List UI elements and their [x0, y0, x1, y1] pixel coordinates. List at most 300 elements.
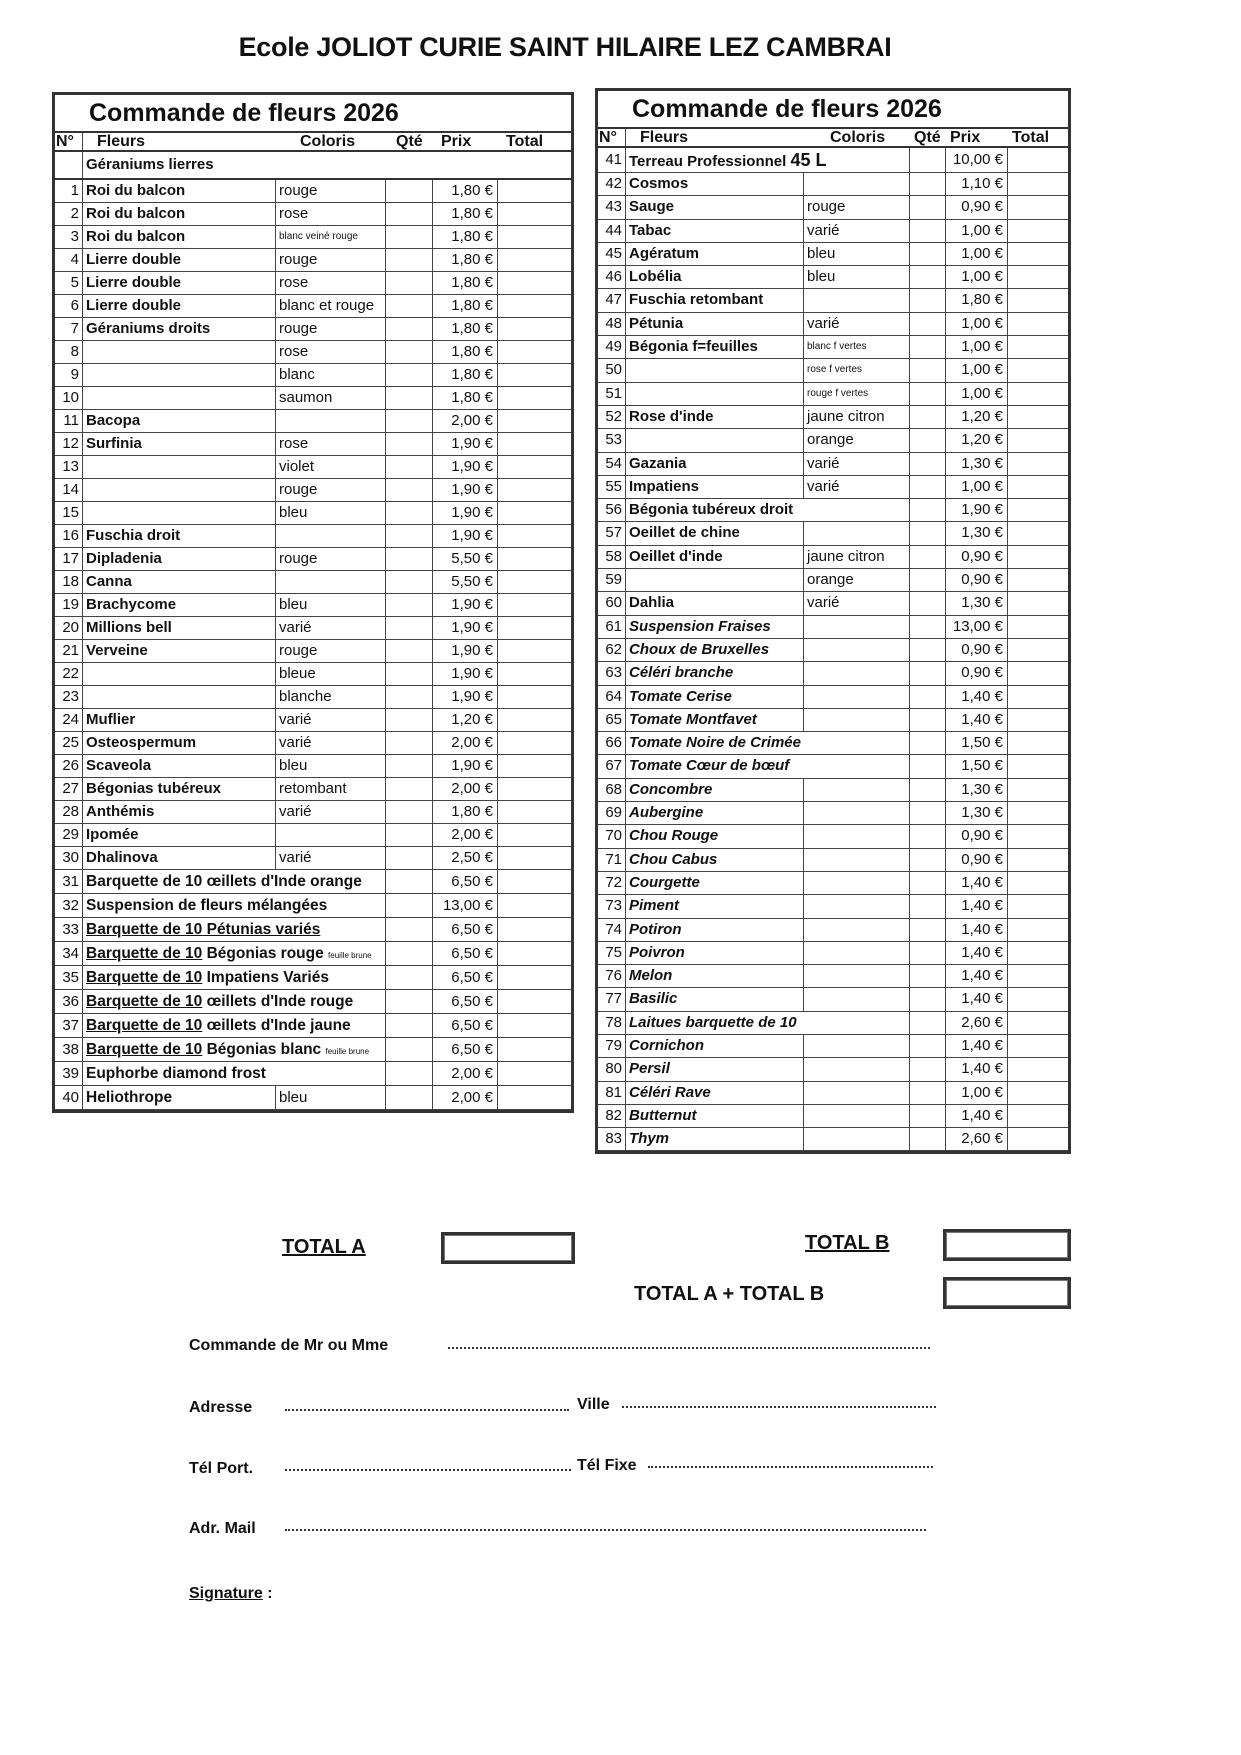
qty-input[interactable] — [386, 295, 433, 317]
total-input[interactable] — [498, 341, 565, 363]
total-input[interactable] — [498, 918, 565, 941]
total-input[interactable] — [1008, 383, 1062, 405]
qty-input[interactable] — [910, 965, 946, 987]
qty-input[interactable] — [910, 313, 946, 335]
total-input[interactable] — [498, 801, 565, 823]
total-input[interactable] — [1008, 755, 1062, 777]
row-color — [276, 824, 386, 846]
row-name: Roi du balcon — [83, 226, 276, 248]
total-input[interactable] — [1008, 1128, 1062, 1150]
row-color: rose — [276, 272, 386, 294]
total-a-box[interactable] — [441, 1232, 575, 1264]
row-num: 9 — [55, 364, 83, 386]
total-input[interactable] — [1008, 639, 1062, 661]
total-input[interactable] — [1008, 965, 1062, 987]
qty-input[interactable] — [910, 942, 946, 964]
qty-input[interactable] — [386, 870, 433, 893]
qty-input[interactable] — [910, 1058, 946, 1080]
row-color — [276, 410, 386, 432]
total-input[interactable] — [498, 824, 565, 846]
row-price: 0,90 € — [946, 196, 1008, 218]
row-num: 41 — [598, 148, 626, 172]
total-input[interactable] — [1008, 686, 1062, 708]
row-num: 6 — [55, 295, 83, 317]
qty-input[interactable] — [910, 196, 946, 218]
row-name: Sauge — [626, 196, 804, 218]
row-price: 1,40 € — [946, 709, 1008, 731]
qty-input[interactable] — [910, 1128, 946, 1150]
qty-input[interactable] — [386, 686, 433, 708]
row-color — [804, 965, 910, 987]
qty-input[interactable] — [386, 1014, 433, 1037]
qty-input[interactable] — [910, 383, 946, 405]
row-name: Muflier — [83, 709, 276, 731]
table-row — [55, 249, 571, 272]
qty-input[interactable] — [386, 755, 433, 777]
table-row — [598, 825, 1068, 848]
row-num: 70 — [598, 825, 626, 847]
adresse-field[interactable] — [285, 1408, 569, 1411]
row-num: 59 — [598, 569, 626, 591]
row-price: 1,20 € — [946, 406, 1008, 428]
total-input[interactable] — [1008, 453, 1062, 475]
row-num: 58 — [598, 546, 626, 568]
table-row — [55, 502, 571, 525]
row-color: rouge — [276, 548, 386, 570]
qty-input[interactable] — [386, 594, 433, 616]
qty-input[interactable] — [386, 525, 433, 547]
row-name: Lierre double — [83, 295, 276, 317]
row-color — [804, 942, 910, 964]
row-name — [83, 1014, 386, 1037]
total-input[interactable] — [1008, 616, 1062, 638]
table-row — [55, 295, 571, 318]
row-name-prefix: Barquette de 10 — [86, 993, 203, 1010]
qty-input[interactable] — [910, 988, 946, 1010]
row-color: varié — [804, 313, 910, 335]
qty-input[interactable] — [910, 406, 946, 428]
total-input[interactable] — [1008, 732, 1062, 754]
qty-input[interactable] — [386, 548, 433, 570]
row-name: Cosmos — [626, 173, 804, 195]
qty-input[interactable] — [386, 387, 433, 409]
qty-input[interactable] — [386, 433, 433, 455]
qty-input[interactable] — [386, 203, 433, 225]
qty-input[interactable] — [386, 894, 433, 917]
row-name: Chou Cabus — [626, 849, 804, 871]
table-row — [598, 779, 1068, 802]
total-input[interactable] — [1008, 289, 1062, 311]
row-num: 44 — [598, 220, 626, 242]
row-color: varié — [276, 709, 386, 731]
qty-input[interactable] — [386, 318, 433, 340]
qty-input[interactable] — [910, 266, 946, 288]
row-name: Lierre double — [83, 272, 276, 294]
row-num: 49 — [598, 336, 626, 358]
row-price: 1,40 € — [946, 1105, 1008, 1127]
row-price: 13,00 € — [946, 616, 1008, 638]
row-color — [804, 1128, 910, 1150]
table-row — [598, 1128, 1068, 1151]
table-row — [55, 410, 571, 433]
total-input[interactable] — [1008, 429, 1062, 451]
row-num: 21 — [55, 640, 83, 662]
tel-port-field[interactable] — [285, 1468, 571, 1471]
total-input[interactable] — [498, 410, 565, 432]
total-input[interactable] — [498, 180, 565, 202]
qty-input[interactable] — [386, 249, 433, 271]
row-price: 6,50 € — [433, 870, 498, 893]
qty-input[interactable] — [910, 220, 946, 242]
qty-input[interactable] — [386, 1062, 433, 1085]
row-num: 34 — [55, 942, 83, 965]
qty-input[interactable] — [910, 499, 946, 521]
row-name: Courgette — [626, 872, 804, 894]
qty-input[interactable] — [910, 662, 946, 684]
row-name — [83, 942, 386, 965]
total-input[interactable] — [498, 709, 565, 731]
qty-input[interactable] — [910, 429, 946, 451]
qty-input[interactable] — [386, 571, 433, 593]
total-input[interactable] — [1008, 942, 1062, 964]
total-input[interactable] — [498, 966, 565, 989]
row-price: 1,90 € — [433, 433, 498, 455]
row-name — [83, 364, 276, 386]
row-num: 55 — [598, 476, 626, 498]
row-price: 1,30 € — [946, 522, 1008, 544]
row-name: Lobélia — [626, 266, 804, 288]
total-input[interactable] — [1008, 895, 1062, 917]
total-ab-box[interactable] — [943, 1277, 1071, 1309]
qty-input[interactable] — [386, 272, 433, 294]
total-input[interactable] — [498, 548, 565, 570]
total-input[interactable] — [498, 203, 565, 225]
qty-input[interactable] — [910, 592, 946, 614]
total-input[interactable] — [1008, 522, 1062, 544]
total-input[interactable] — [1008, 1035, 1062, 1057]
row-color — [804, 289, 910, 311]
mail-field[interactable] — [285, 1528, 926, 1531]
table-row — [598, 196, 1068, 219]
qty-input[interactable] — [386, 1086, 433, 1109]
total-input[interactable] — [1008, 1058, 1062, 1080]
qty-input[interactable] — [910, 359, 946, 381]
qty-input[interactable] — [910, 1012, 946, 1034]
qty-input[interactable] — [910, 732, 946, 754]
total-input[interactable] — [1008, 313, 1062, 335]
row-num: 13 — [55, 456, 83, 478]
table-row — [55, 272, 571, 295]
total-input[interactable] — [498, 318, 565, 340]
total-input[interactable] — [498, 732, 565, 754]
row-name: Cornichon — [626, 1035, 804, 1057]
tel-port-label: Tél Port. — [189, 1460, 254, 1477]
qty-input[interactable] — [386, 479, 433, 501]
header-qte: Qté — [396, 133, 423, 150]
total-input[interactable] — [1008, 662, 1062, 684]
total-input[interactable] — [1008, 988, 1062, 1010]
row-color: varié — [276, 847, 386, 869]
qty-input[interactable] — [386, 226, 433, 248]
row-name — [83, 387, 276, 409]
qty-input[interactable] — [910, 569, 946, 591]
total-input[interactable] — [498, 295, 565, 317]
total-input[interactable] — [1008, 336, 1062, 358]
section-row — [55, 152, 571, 180]
table-row — [55, 801, 571, 824]
row-name-text: œillets d'Inde rouge — [202, 993, 354, 1010]
total-input[interactable] — [498, 387, 565, 409]
row-name: Dahlia — [626, 592, 804, 614]
row-name — [83, 1086, 276, 1109]
row-price: 1,80 € — [433, 801, 498, 823]
total-input[interactable] — [498, 364, 565, 386]
table-row — [598, 1035, 1068, 1058]
qty-input[interactable] — [386, 801, 433, 823]
total-input[interactable] — [1008, 802, 1062, 824]
row-price: 1,10 € — [946, 173, 1008, 195]
qty-input[interactable] — [910, 476, 946, 498]
table-row — [598, 872, 1068, 895]
row-num: 28 — [55, 801, 83, 823]
total-input[interactable] — [1008, 709, 1062, 731]
qty-input[interactable] — [910, 289, 946, 311]
total-input[interactable] — [1008, 196, 1062, 218]
total-input[interactable] — [498, 525, 565, 547]
total-input[interactable] — [498, 1038, 565, 1061]
row-color — [804, 779, 910, 801]
row-name: Gazania — [626, 453, 804, 475]
total-input[interactable] — [1008, 499, 1062, 521]
total-input[interactable] — [1008, 266, 1062, 288]
total-input[interactable] — [498, 433, 565, 455]
table-row — [55, 318, 571, 341]
total-input[interactable] — [1008, 569, 1062, 591]
total-input[interactable] — [498, 640, 565, 662]
total-input[interactable] — [498, 1086, 565, 1109]
total-input[interactable] — [1008, 825, 1062, 847]
qty-input[interactable] — [910, 686, 946, 708]
qty-input[interactable] — [386, 918, 433, 941]
qty-input[interactable] — [386, 341, 433, 363]
qty-input[interactable] — [910, 872, 946, 894]
row-price: 1,80 € — [946, 289, 1008, 311]
qty-input[interactable] — [386, 364, 433, 386]
row-price: 1,00 € — [946, 476, 1008, 498]
qty-input[interactable] — [910, 243, 946, 265]
qty-input[interactable] — [386, 847, 433, 869]
row-name-text: Bégonias rouge — [202, 945, 329, 962]
row-price: 1,30 € — [946, 453, 1008, 475]
total-input[interactable] — [498, 942, 565, 965]
table-row — [598, 849, 1068, 872]
ville-label: Ville — [577, 1396, 610, 1413]
total-input[interactable] — [1008, 546, 1062, 568]
table-row — [598, 220, 1068, 243]
total-input[interactable] — [498, 249, 565, 271]
qty-input[interactable] — [386, 824, 433, 846]
row-name-text: Terreau Professionnel — [629, 153, 787, 170]
ville-field[interactable] — [622, 1405, 936, 1408]
total-input[interactable] — [1008, 919, 1062, 941]
qty-input[interactable] — [910, 173, 946, 195]
total-input[interactable] — [1008, 243, 1062, 265]
total-input[interactable] — [1008, 872, 1062, 894]
qty-input[interactable] — [910, 639, 946, 661]
total-input[interactable] — [498, 226, 565, 248]
qty-input[interactable] — [386, 778, 433, 800]
row-price: 2,00 € — [433, 824, 498, 846]
qty-input[interactable] — [910, 825, 946, 847]
total-input[interactable] — [1008, 406, 1062, 428]
row-name: Roi du balcon — [83, 203, 276, 225]
row-color: jaune citron — [804, 406, 910, 428]
qty-input[interactable] — [386, 640, 433, 662]
header-prix: Prix — [950, 129, 981, 146]
row-color: bleu — [276, 502, 386, 524]
total-input[interactable] — [1008, 1012, 1062, 1034]
qty-input[interactable] — [910, 919, 946, 941]
qty-input[interactable] — [910, 755, 946, 777]
row-price: 1,80 € — [433, 180, 498, 202]
total-input[interactable] — [1008, 779, 1062, 801]
qty-input[interactable] — [910, 336, 946, 358]
total-input[interactable] — [498, 686, 565, 708]
row-color — [804, 686, 910, 708]
total-input[interactable] — [1008, 359, 1062, 381]
qty-input[interactable] — [910, 546, 946, 568]
row-name: Brachycome — [83, 594, 276, 616]
qty-input[interactable] — [910, 709, 946, 731]
qty-input[interactable] — [386, 410, 433, 432]
qty-input[interactable] — [386, 990, 433, 1013]
order-table-right — [595, 88, 1071, 1154]
total-b-label: TOTAL B — [805, 1232, 890, 1254]
qty-input[interactable] — [386, 709, 433, 731]
total-input[interactable] — [498, 755, 565, 777]
total-input[interactable] — [1008, 1105, 1062, 1127]
row-name — [626, 383, 804, 405]
row-name-text: Euphorbe diamond frost — [86, 1065, 266, 1082]
total-input[interactable] — [498, 456, 565, 478]
row-num: 29 — [55, 824, 83, 846]
total-input[interactable] — [498, 571, 565, 593]
qty-input[interactable] — [910, 779, 946, 801]
row-color — [804, 802, 910, 824]
row-name-prefix: Barquette de 10 — [86, 945, 203, 962]
row-name-text: Barquette de 10 œillets d'Inde orange — [86, 873, 362, 890]
qty-input[interactable] — [910, 849, 946, 871]
total-input[interactable] — [1008, 173, 1062, 195]
table-row — [55, 525, 571, 548]
total-input[interactable] — [1008, 148, 1062, 172]
total-input[interactable] — [1008, 476, 1062, 498]
row-name-prefix: Barquette de 10 — [86, 921, 203, 938]
total-input[interactable] — [498, 617, 565, 639]
qty-input[interactable] — [386, 966, 433, 989]
qty-input[interactable] — [910, 1105, 946, 1127]
total-input[interactable] — [498, 594, 565, 616]
row-num: 50 — [598, 359, 626, 381]
qty-input[interactable] — [910, 522, 946, 544]
header-total: Total — [506, 133, 544, 150]
qty-input[interactable] — [910, 895, 946, 917]
total-input[interactable] — [498, 990, 565, 1013]
total-input[interactable] — [1008, 849, 1062, 871]
total-input[interactable] — [498, 1014, 565, 1037]
table-row — [55, 732, 571, 755]
row-name — [626, 429, 804, 451]
row-num: 12 — [55, 433, 83, 455]
row-price: 1,90 € — [433, 640, 498, 662]
total-input[interactable] — [498, 663, 565, 685]
row-price: 1,80 € — [433, 318, 498, 340]
qty-input[interactable] — [386, 617, 433, 639]
row-price: 1,80 € — [433, 364, 498, 386]
qty-input[interactable] — [386, 663, 433, 685]
qty-input[interactable] — [386, 180, 433, 202]
total-input[interactable] — [498, 778, 565, 800]
row-num: 8 — [55, 341, 83, 363]
commande-field[interactable] — [448, 1346, 930, 1349]
total-input[interactable] — [1008, 1082, 1062, 1104]
signature-colon: : — [262, 1585, 273, 1602]
table-row — [598, 148, 1068, 173]
row-color: orange — [804, 569, 910, 591]
total-input[interactable] — [498, 847, 565, 869]
total-input[interactable] — [498, 479, 565, 501]
table-row — [598, 802, 1068, 825]
row-price: 1,90 € — [946, 499, 1008, 521]
row-price: 1,40 € — [946, 1035, 1008, 1057]
qty-input[interactable] — [910, 616, 946, 638]
qty-input[interactable] — [910, 1035, 946, 1057]
qty-input[interactable] — [386, 502, 433, 524]
total-input[interactable] — [498, 502, 565, 524]
total-input[interactable] — [498, 894, 565, 917]
total-input[interactable] — [1008, 220, 1062, 242]
qty-input[interactable] — [386, 1038, 433, 1061]
row-price: 6,50 € — [433, 990, 498, 1013]
total-input[interactable] — [498, 1062, 565, 1085]
qty-input[interactable] — [910, 802, 946, 824]
total-input[interactable] — [1008, 592, 1062, 614]
qty-input[interactable] — [910, 1082, 946, 1104]
qty-input[interactable] — [386, 456, 433, 478]
row-num: 4 — [55, 249, 83, 271]
total-b-box[interactable] — [943, 1229, 1071, 1261]
row-color: varié — [804, 476, 910, 498]
qty-input[interactable] — [910, 453, 946, 475]
row-name: Surfinia — [83, 433, 276, 455]
table-title: Commande de fleurs 2026 — [598, 91, 1068, 129]
total-input[interactable] — [498, 870, 565, 893]
row-color: jaune citron — [804, 546, 910, 568]
row-name: Bégonias tubéreux — [83, 778, 276, 800]
total-input[interactable] — [498, 272, 565, 294]
qty-input[interactable] — [910, 148, 946, 172]
row-price: 1,90 € — [433, 617, 498, 639]
row-price: 1,40 € — [946, 942, 1008, 964]
row-name-prefix: Barquette de 10 — [86, 969, 203, 986]
table-row — [598, 289, 1068, 312]
row-num: 27 — [55, 778, 83, 800]
row-price: 1,80 € — [433, 203, 498, 225]
qty-input[interactable] — [386, 942, 433, 965]
qty-input[interactable] — [386, 732, 433, 754]
tel-fixe-field[interactable] — [648, 1465, 933, 1468]
section-label: Géraniums lierres — [86, 156, 214, 173]
